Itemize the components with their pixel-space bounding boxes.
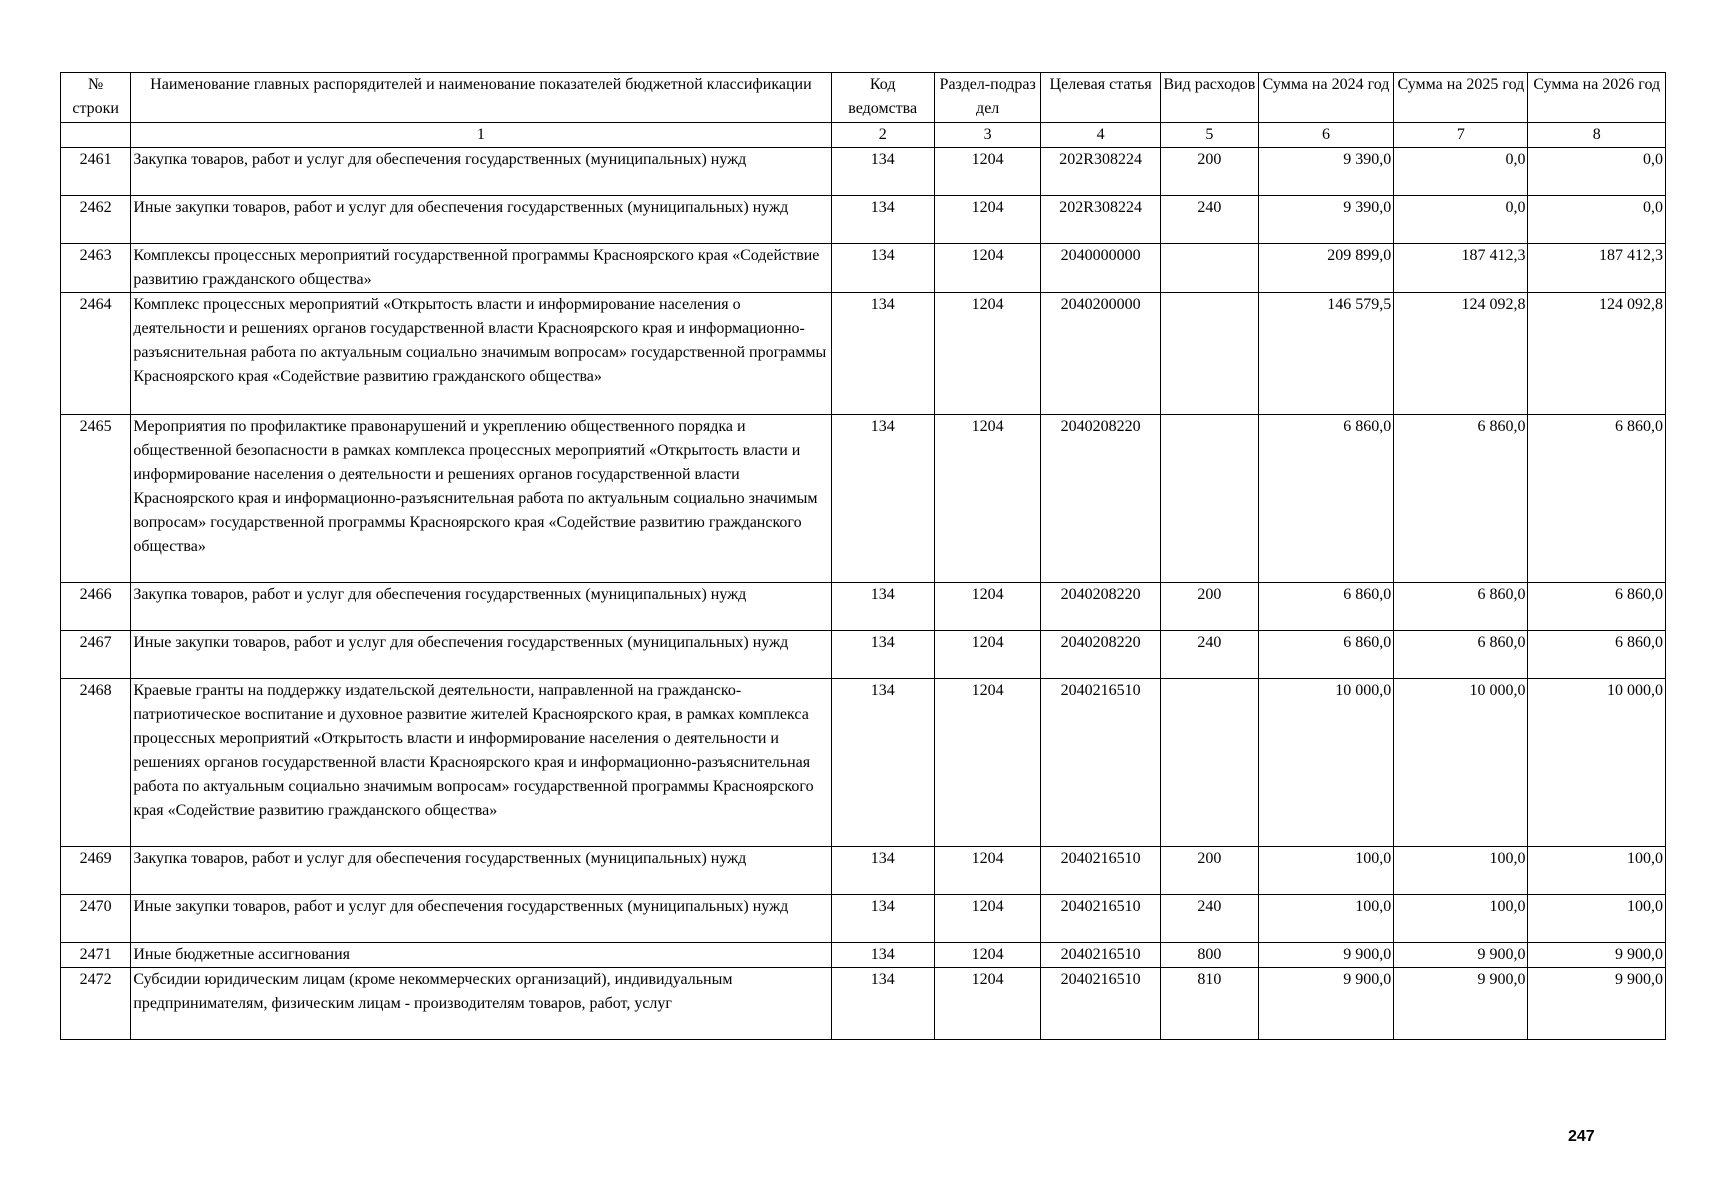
row-sum-2025: 9 900,0 [1394,943,1528,968]
colnum-cell: 6 [1258,123,1393,148]
row-sum-2026: 0,0 [1528,196,1666,244]
row-sum-2025: 10 000,0 [1394,679,1528,847]
row-dept-code: 134 [831,415,934,583]
row-section-code: 1204 [934,943,1041,968]
colnum-cell: 1 [131,123,831,148]
row-sum-2026: 0,0 [1528,148,1666,196]
header-name: Наименование главных распорядителей и наименование показателей бюджетной классификации [131,73,831,123]
row-dept-code: 134 [831,583,934,631]
row-dept-code: 134 [831,679,934,847]
row-sum-2025: 100,0 [1394,847,1528,895]
row-sum-2024: 100,0 [1258,895,1393,943]
row-section-code: 1204 [934,631,1041,679]
row-dept-code: 134 [831,148,934,196]
row-section-code: 1204 [934,847,1041,895]
row-sum-2025: 0,0 [1394,196,1528,244]
row-expense-code: 200 [1160,847,1258,895]
row-sum-2024: 146 579,5 [1258,293,1393,415]
row-name: Комплексы процессных мероприятий государственной программы Красноярского края «Содействие развитию гражданского общества» [131,244,831,293]
row-sum-2025: 6 860,0 [1394,415,1528,583]
table-row [61,148,1666,196]
page-number: 247 [1568,1128,1595,1145]
colnum-cell [61,123,131,148]
row-sum-2026: 6 860,0 [1528,583,1666,631]
row-sum-2024: 10 000,0 [1258,679,1393,847]
row-number: 2471 [61,943,131,968]
row-number: 2463 [61,244,131,293]
row-sum-2026: 187 412,3 [1528,244,1666,293]
row-name: Иные закупки товаров, работ и услуг для обеспечения государственных (муниципальных) нужд [131,196,831,244]
row-name: Иные закупки товаров, работ и услуг для обеспечения государственных (муниципальных) нужд [131,895,831,943]
colnum-cell: 2 [831,123,934,148]
table-row [61,196,1666,244]
row-target-code: 2040000000 [1041,244,1160,293]
colnum-cell: 5 [1160,123,1258,148]
row-sum-2024: 9 900,0 [1258,943,1393,968]
row-dept-code: 134 [831,244,934,293]
row-expense-code: 240 [1160,196,1258,244]
table-row [61,847,1666,895]
table-row [61,895,1666,943]
row-target-code: 2040216510 [1041,679,1160,847]
row-name: Субсидии юридическим лицам (кроме некоммерческих организаций), индивидуальным предпринимателям, физическим лицам - производителям товаров, работ, услуг [131,968,831,1040]
row-expense-code: 200 [1160,583,1258,631]
row-sum-2026: 9 900,0 [1528,943,1666,968]
table-row [61,968,1666,1040]
colnum-cell: 7 [1394,123,1528,148]
row-target-code: 2040208220 [1041,583,1160,631]
row-sum-2026: 100,0 [1528,847,1666,895]
row-expense-code: 800 [1160,943,1258,968]
row-number: 2465 [61,415,131,583]
row-section-code: 1204 [934,196,1041,244]
row-number: 2469 [61,847,131,895]
row-number: 2461 [61,148,131,196]
row-sum-2026: 124 092,8 [1528,293,1666,415]
row-name: Иные бюджетные ассигнования [131,943,831,968]
row-expense-code: 240 [1160,895,1258,943]
row-dept-code: 134 [831,895,934,943]
row-sum-2025: 9 900,0 [1394,968,1528,1040]
row-sum-2026: 6 860,0 [1528,415,1666,583]
header-sum-2026: Сумма на 2026 год [1528,73,1666,123]
row-dept-code: 134 [831,293,934,415]
budget-table [60,72,1666,1040]
row-number: 2466 [61,583,131,631]
table-row [61,583,1666,631]
row-name: Краевые гранты на поддержку издательской деятельности, направленной на гражданско-патриотическое воспитание и духовное развитие жителей Красноярского края, в рамках комплекса процессных мероприятий «Открытость власти и информирование населения о деятельности и решениях органов государственной власти Красноярского края и информационно-разъяснительная работа по актуальным социально значимым вопросам» государственной программы Красноярского края «Содействие развитию гражданского общества» [131,679,831,847]
row-name: Комплекс процессных мероприятий «Открытость власти и информирование населения о деятельности и решениях органов государственной власти Красноярского края и информационно-разъяснительная работа по актуальным социально значимым вопросам» государственной программы Красноярского края «Содействие развитию гражданского общества» [131,293,831,415]
row-sum-2026: 100,0 [1528,895,1666,943]
colnum-cell: 4 [1041,123,1160,148]
row-target-code: 2040200000 [1041,293,1160,415]
header-section: Раздел-подраздел [934,73,1041,123]
row-target-code: 2040216510 [1041,968,1160,1040]
row-section-code: 1204 [934,244,1041,293]
row-number: 2462 [61,196,131,244]
row-number: 2470 [61,895,131,943]
row-sum-2024: 9 390,0 [1258,196,1393,244]
row-number: 2467 [61,631,131,679]
row-name: Закупка товаров, работ и услуг для обеспечения государственных (муниципальных) нужд [131,148,831,196]
row-sum-2024: 6 860,0 [1258,631,1393,679]
row-expense-code [1160,415,1258,583]
row-name: Мероприятия по профилактике правонарушений и укреплению общественного порядка и общественной безопасности в рамках комплекса процессных мероприятий «Открытость власти и информирование населения о деятельности и решениях органов государственной власти Красноярского края и информационно-разъяснительная работа по актуальным социально значимым вопросам» государственной программы Красноярского края «Содействие развитию гражданского общества» [131,415,831,583]
row-section-code: 1204 [934,583,1041,631]
table-row [61,631,1666,679]
row-name: Иные закупки товаров, работ и услуг для обеспечения государственных (муниципальных) нужд [131,631,831,679]
row-expense-code: 240 [1160,631,1258,679]
row-sum-2025: 6 860,0 [1394,631,1528,679]
row-sum-2025: 6 860,0 [1394,583,1528,631]
row-dept-code: 134 [831,968,934,1040]
row-number: 2464 [61,293,131,415]
header-sum-2024: Сумма на 2024 год [1258,73,1393,123]
row-section-code: 1204 [934,293,1041,415]
row-name: Закупка товаров, работ и услуг для обеспечения государственных (муниципальных) нужд [131,847,831,895]
table-row [61,943,1666,968]
row-target-code: 202R308224 [1041,196,1160,244]
row-sum-2024: 100,0 [1258,847,1393,895]
row-sum-2026: 10 000,0 [1528,679,1666,847]
row-sum-2025: 100,0 [1394,895,1528,943]
row-target-code: 2040216510 [1041,847,1160,895]
row-sum-2025: 187 412,3 [1394,244,1528,293]
table-row [61,293,1666,415]
row-expense-code [1160,679,1258,847]
table-row [61,679,1666,847]
row-target-code: 2040208220 [1041,415,1160,583]
row-dept-code: 134 [831,943,934,968]
header-sum-2025: Сумма на 2025 год [1394,73,1528,123]
row-sum-2024: 9 900,0 [1258,968,1393,1040]
colnum-cell: 8 [1528,123,1666,148]
header-target: Целевая статья [1041,73,1160,123]
row-sum-2024: 6 860,0 [1258,583,1393,631]
row-target-code: 2040208220 [1041,631,1160,679]
row-sum-2026: 9 900,0 [1528,968,1666,1040]
row-target-code: 2040216510 [1041,895,1160,943]
header-row-no: № строки [61,73,131,123]
row-expense-code [1160,293,1258,415]
row-sum-2026: 6 860,0 [1528,631,1666,679]
row-expense-code: 810 [1160,968,1258,1040]
row-number: 2468 [61,679,131,847]
table-row [61,244,1666,293]
row-name: Закупка товаров, работ и услуг для обеспечения государственных (муниципальных) нужд [131,583,831,631]
row-target-code: 2040216510 [1041,943,1160,968]
row-dept-code: 134 [831,631,934,679]
header-dept: Код ведомства [831,73,934,123]
row-dept-code: 134 [831,196,934,244]
row-sum-2024: 209 899,0 [1258,244,1393,293]
row-expense-code: 200 [1160,148,1258,196]
row-section-code: 1204 [934,895,1041,943]
row-number: 2472 [61,968,131,1040]
row-sum-2025: 124 092,8 [1394,293,1528,415]
row-sum-2024: 9 390,0 [1258,148,1393,196]
table-header-row [61,73,1666,123]
header-expense: Вид расходов [1160,73,1258,123]
row-sum-2024: 6 860,0 [1258,415,1393,583]
table-row [61,415,1666,583]
colnum-cell: 3 [934,123,1041,148]
row-expense-code [1160,244,1258,293]
row-sum-2025: 0,0 [1394,148,1528,196]
row-section-code: 1204 [934,415,1041,583]
row-section-code: 1204 [934,968,1041,1040]
table-body [61,148,1666,1040]
row-section-code: 1204 [934,679,1041,847]
row-target-code: 202R308224 [1041,148,1160,196]
row-section-code: 1204 [934,148,1041,196]
row-dept-code: 134 [831,847,934,895]
column-numbers-row [61,123,1666,148]
